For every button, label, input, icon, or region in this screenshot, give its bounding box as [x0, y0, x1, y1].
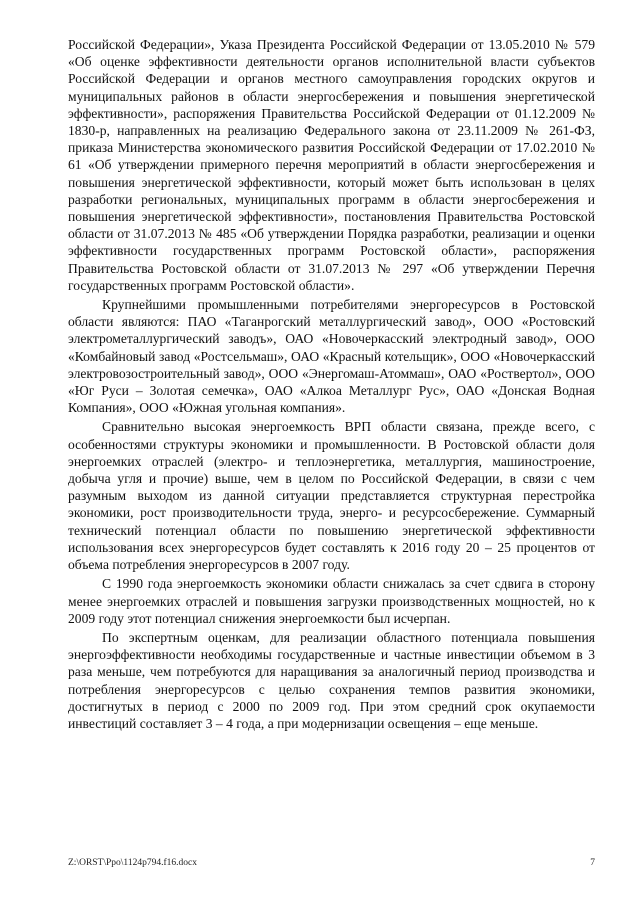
paragraph-since-1990: С 1990 года энергоемкость экономики области снижалась за счет сдвига в сторону менее энергоемких отраслей и повышения загрузки производственных мощностей, но к 2009 году этот потенциал снижения энергоемкости был исчерпан. [68, 576, 595, 626]
footer-file-path: Z:\ORST\Ppo\1124p794.f16.docx [68, 858, 197, 868]
paragraph-legal-references: Российской Федерации», Указа Президента Российской Федерации от 13.05.2010 № 579 «Об оценке эффективности деятельности органов исполнительной власти субъектов Российской Федерации и органов местного самоуправления городских округов и муниципальных районов в области энергосбережения и повышения энергетической эффективности», распоряжения Правительства Российской Федерации от 01.12.2009 № 1830-р, направленных на реализацию Федерального закона от 23.11.2009 № 261-ФЗ, приказа Министерства экономического развития Российской Федерации от 17.02.2010 № 61 «Об утверждении примерного перечня мероприятий в области энергосбережения и повышения энергетической эффективности, который может быть использован в целях разработки региональных, муниципальных программ в области энергосбережения и повышения энергетической эффективности», постановления Правительства Ростовской области от 31.07.2013 № 485 «Об утверждении Порядка разработки, реализации и оценки эффективности государственных программ Ростовской области», распоряжения Правительства Ростовской области от 31.07.2013 № 297 «Об утверждении Перечня государственных программ Ростовской области». [68, 37, 595, 293]
page-footer [68, 857, 595, 871]
document-body [68, 36, 595, 732]
paragraph-expert-estimates: По экспертным оценкам, для реализации областного потенциала повышения энергоэффективности необходимы государственные и частные инвестиции объемом в 3 раза меньше, чем потребуются для наращивания за аналогичный период производства и потребления энергоресурсов с целью сохранения темпов развития экономики, достигнутых в период с 2000 по 2009 год. При этом средний срок окупаемости инвестиций составляет 3 – 4 года, а при модернизации освещения – еще меньше. [68, 629, 595, 731]
paragraph-industrial-consumers: Крупнейшими промышленными потребителями энергоресурсов в Ростовской области являются: ПАО «Таганрогский металлургический завод», ООО «Ростовский электрометаллургический заводъ», ОАО «Новочеркасский электродный завод», ООО «Комбайновый завод «Ростсельмаш», ОАО «Красный котельщик», ООО «Новочеркасский электровозостроительный завод», ООО «Энергомаш-Атоммаш», ОАО «Роствертол», ООО «Юг Руси – Золотая семечка», ОАО «Алкоа Металлург Рус», ОАО «Донская Водная Компания», ООО «Южная угольная компания». [68, 297, 595, 416]
paragraph-energy-intensity: Сравнительно высокая энергоемкость ВРП области связана, прежде всего, с особенностями структуры экономики и промышленности. В Ростовской области доля энергоемких отраслей (электро- и теплоэнергетика, металлургия, машиностроение, добыча угля и прочие) выше, чем в целом по Российской Федерации, в связи с чем разумным выходом из данной ситуации представляется структурная перестройка экономики, рост производительности труда, энерго- и ресурсосбережение. Суммарный технический потенциал области по повышению энергетической эффективности использования всех энергоресурсов будет составлять к 2016 году 20 – 25 процентов от объема потребления энергоресурсов в 2007 году. [68, 419, 595, 573]
page-number: 7 [590, 858, 595, 868]
